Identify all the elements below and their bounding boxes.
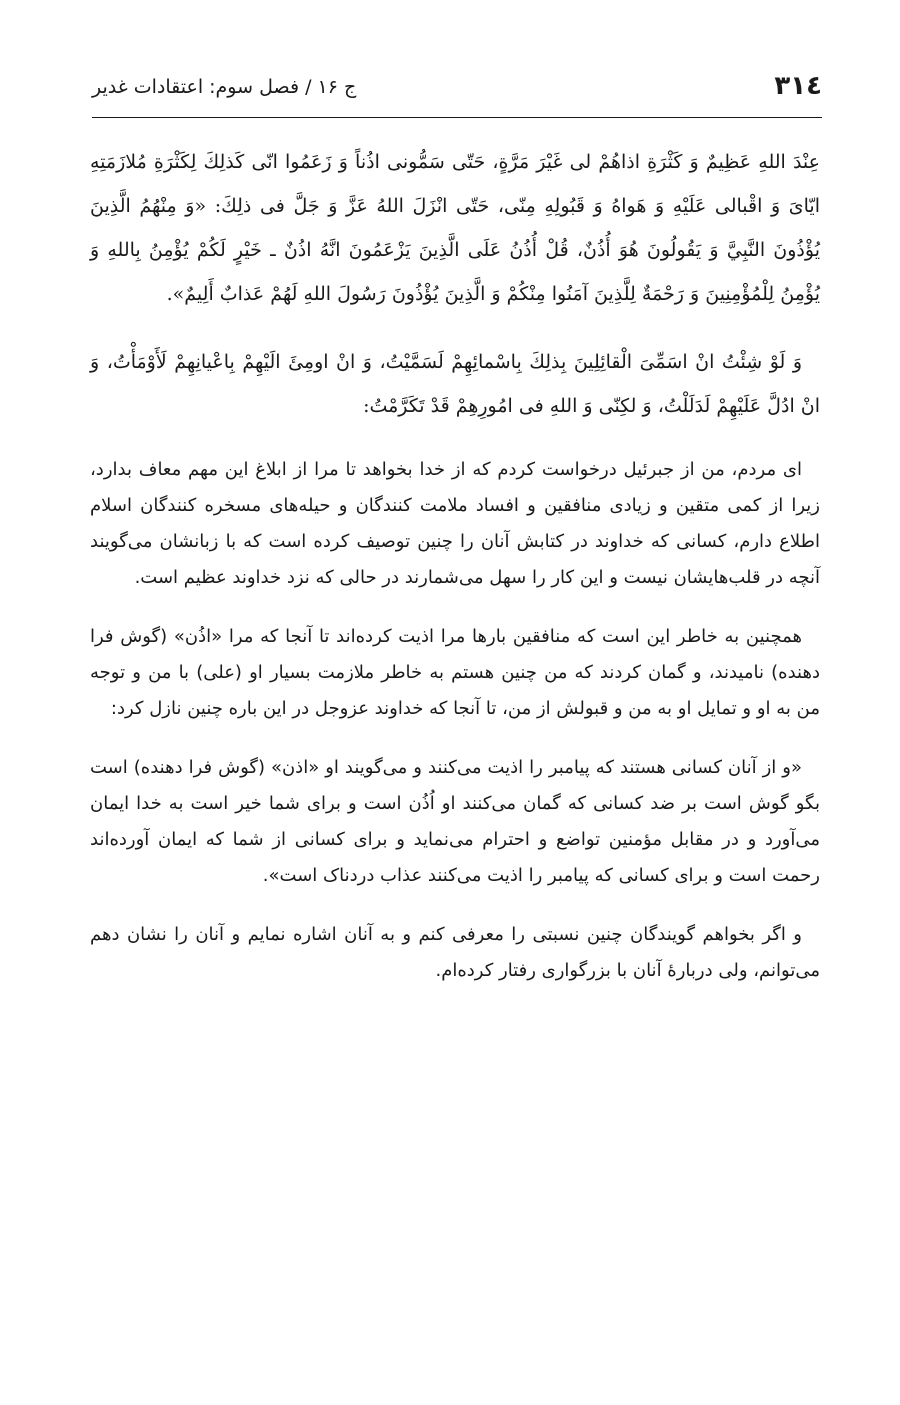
page-body <box>90 140 820 1012</box>
persian-paragraph: همچنین به خاطر این است که منافقین بارها مرا اذیت کرده‌اند تا آنجا که مرا «اذُن» (گوش فرا دهنده) نامیدند، و گمان کردند که من چنین هستم به خاطر ملازمت بسیار او (علی) با من و توجه من به او و تمایل او به من و قبولش از من، تا آنجا که خداوند عزوجل در این باره چنین نازل کرد: <box>90 626 820 719</box>
persian-translation <box>90 452 820 989</box>
arabic-paragraph: وَ لَوْ شِئْتُ انْ اسَمِّىَ الْقائِلِينَ بِذلِكَ بِاسْمائِهِمْ لَسَمَّيْتُ، وَ انْ اومِئَ الَيْهِمْ بِاعْيانِهِمْ لَأَوْمَأْتُ، وَ انْ ادُلَّ عَلَيْهِمْ لَدَلَلْتُ، وَ لكِنّى وَ اللهِ فى امُورِهِمْ قَدْ تَكَرَّمْتُ: <box>90 351 820 417</box>
header-divider <box>92 117 822 118</box>
page-header <box>92 68 822 114</box>
persian-paragraph: «و از آنان کسانی هستند که پیامبر را اذیت می‌کنند و می‌گویند او «اذن» (گوش فرا دهنده) است بگو گوش است بر ضد کسانی که گمان می‌کنند او اُذُن است و برای شما خیر است به خدا ایمان می‌آورد و در مقابل مؤمنین تواضع و احترام می‌نماید و برای کسانی از شما که ایمان آورده‌اند رحمت است و برای کسانی که پیامبر را اذیت می‌کنند عذاب دردناک است». <box>90 757 820 886</box>
persian-paragraph: ای مردم، من از جبرئیل درخواست کردم که از خدا بخواهد تا مرا از ابلاغ این مهم معاف بدارد، زیرا از کمی متقین و زیادی منافقین و افساد ملامت کنندگان و حیله‌های مسخره کنندگان اسلام اطلاع دارم، کسانی که خداوند در کتابش آنان را چنین توصیف کرده است که با زبانشان می‌گویند آنچه در قلب‌هایشان نیست و این کار را سهل می‌شمارند در حالی که نزد خداوند عظیم است. <box>90 459 820 588</box>
running-title: ج ۱۶ / فصل سوم: اعتقادات غدیر <box>92 76 357 98</box>
persian-paragraph: و اگر بخواهم گویندگان چنین نسبتی را معرفی کنم و به آنان اشاره نمایم و آنان را نشان دهم می‌توانم، ولی دربارهٔ آنان با بزرگواری رفتار کرده‌ام. <box>90 924 820 981</box>
arabic-sermon-text <box>90 140 820 428</box>
page-number: ٣١٤ <box>774 71 822 101</box>
arabic-paragraph: عِنْدَ اللهِ عَظِيمٌ وَ كَثْرَةِ اذاهُمْ لى غَيْرَ مَرَّةٍ، حَتّى سَمُّونى اذُناً وَ زَعَمُوا انّى كَذلِكَ لِكَثْرَةِ مُلازَمَتِهِ ايّاىَ وَ اقْبالى عَلَيْهِ وَ هَواهُ وَ قَبُولِهِ مِنّى، حَتّى انْزَلَ اللهُ عَزَّ وَ جَلَّ فى ذلِكَ: «وَ مِنْهُمُ الَّذِينَ يُؤْذُونَ النَّبِيَّ وَ يَقُولُونَ هُوَ أُذُنٌ، قُلْ أُذُنُ عَلَى الَّذِينَ يَزْعَمُونَ انَّهُ اذُنٌ ـ خَيْرٍ لَكُمْ يُؤْمِنُ بِاللهِ وَ يُؤْمِنُ لِلْمُؤْمِنِينَ وَ رَحْمَةٌ لِلَّذِينَ آمَنُوا مِنْكُمْ وَ الَّذِينَ يُؤْذُونَ رَسُولَ اللهِ لَهُمْ عَذابٌ أَلِيمٌ». <box>90 151 820 305</box>
